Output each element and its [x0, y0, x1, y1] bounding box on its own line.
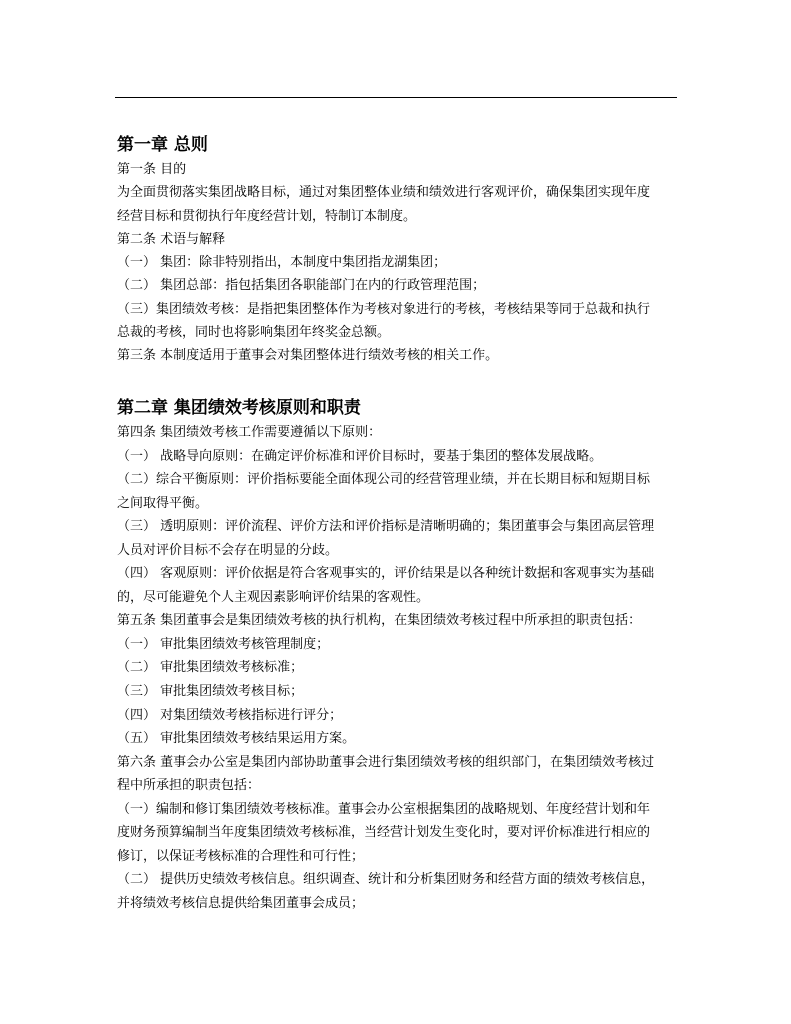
text-line: （五） 审批集团绩效考核结果运用方案。 — [117, 731, 356, 747]
header-rule — [115, 97, 677, 98]
text-line: 第二条 术语与解释 — [117, 231, 226, 247]
text-line: （三） 透明原则：评价流程、评价方法和评价指标是清晰明确的；集团董事会与集团高层管理 — [117, 519, 655, 535]
text-line: （四） 客观原则：评价依据是符合客观事实的，评价结果是以各种统计数据和客观事实为基础 — [117, 566, 655, 582]
text-line: （一） 审批集团绩效考核管理制度； — [117, 636, 330, 652]
text-line: （三） 审批集团绩效考核目标； — [117, 684, 304, 700]
text-line: 修订，以保证考核标准的合理性和可行性； — [117, 848, 365, 864]
text-line: （三）集团绩效考核：是指把集团整体作为考核对象进行的考核，考核结果等同于总裁和执行 — [117, 301, 651, 317]
text-line: 为全面贯彻落实集团战略目标，通过对集团整体业绩和绩效进行客观评价，确保集团实现年度 — [117, 185, 651, 201]
chapter-1-title: 第一章 总则 — [117, 135, 208, 155]
text-line: （二） 集团总部：指包括集团各职能部门在内的行政管理范围； — [117, 278, 486, 294]
text-line: 度财务预算编制当年度集团绩效考核标准，当经营计划发生变化时，要对评价标准进行相应的 — [117, 825, 651, 841]
text-line: 第一条 目的 — [117, 162, 187, 177]
chapter-2-title: 第二章 集团绩效考核原则和职责 — [117, 398, 361, 418]
text-line: 并将绩效考核信息提供给集团董事会成员； — [117, 895, 365, 911]
text-line: （一）编制和修订集团绩效考核标准。董事会办公室根据集团的战略规划、年度经营计划和年 — [117, 801, 651, 817]
text-line: 之间取得平衡。 — [117, 495, 209, 511]
text-line: 第六条 董事会办公室是集团内部协助董事会进行集团绩效考核的组织部门，在集团绩效考核过 — [117, 754, 655, 770]
text-line: 人员对评价目标不会存在明显的分歧。 — [117, 542, 339, 558]
text-line: 第四条 集团绩效考核工作需要遵循以下原则： — [117, 425, 382, 440]
text-line: 总裁的考核，同时也将影响集团年终奖金总额。 — [117, 325, 391, 341]
text-line: （一） 战略导向原则：在确定评价标准和评价目标时，要基于集团的整体发展战略。 — [117, 448, 603, 464]
text-line: 的，尽可能避免个人主观因素影响评价结果的客观性。 — [117, 589, 430, 605]
chapter-1 — [117, 132, 687, 368]
text-line: （四） 对集团绩效考核指标进行评分； — [117, 707, 343, 723]
text-line: （二）综合平衡原则：评价指标要能全面体现公司的经营管理业绩，并在长期目标和短期目标 — [117, 472, 651, 488]
chapter-2 — [117, 395, 687, 915]
text-line: 第五条 集团董事会是集团绩效考核的执行机构，在集团绩效考核过程中所承担的职责包括： — [117, 613, 642, 629]
text-line: （一） 集团：除非特别指出，本制度中集团指龙湖集团； — [117, 255, 447, 271]
text-line: （二） 提供历史绩效考核信息。组织调查、统计和分析集团财务和经营方面的绩效考核信息， — [117, 872, 655, 888]
chapter-1-body — [117, 158, 687, 368]
chapter-2-body — [117, 421, 687, 915]
text-line: 经营目标和贯彻执行年度经营计划，特制订本制度。 — [117, 208, 417, 224]
text-line: （二） 审批集团绩效考核标准； — [117, 660, 304, 676]
text-line: 程中所承担的职责包括： — [117, 778, 261, 794]
text-line: 第三条 本制度适用于董事会对集团整体进行绩效考核的相关工作。 — [117, 348, 499, 364]
